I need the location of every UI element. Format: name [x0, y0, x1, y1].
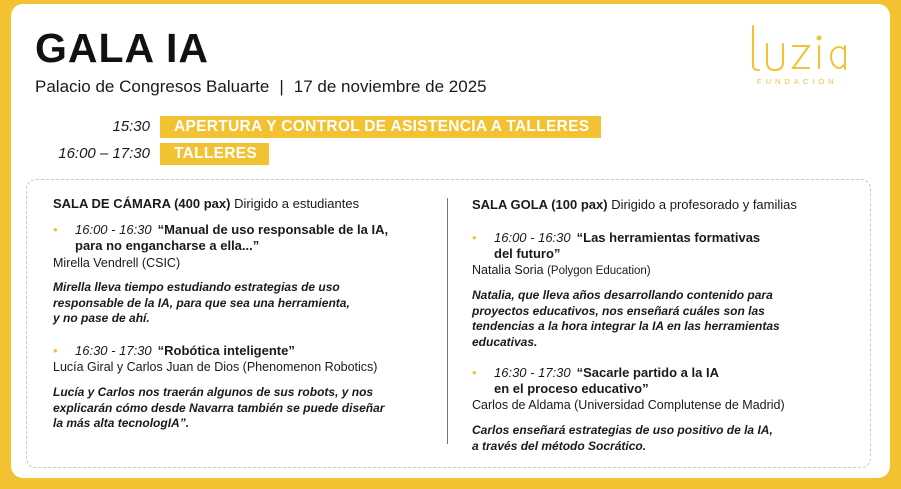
- speaker-name: Natalia Soria: [472, 263, 544, 277]
- talk-title: “Sacarle partido a la IA: [576, 365, 719, 380]
- bullet-icon: •: [472, 365, 477, 380]
- room-audience: Dirigido a profesorado y familias: [611, 197, 797, 212]
- talk-speaker: Carlos de Aldama (Universidad Complutense de Madrid): [472, 398, 785, 412]
- bullet-icon: •: [53, 222, 58, 237]
- talk-heading: [53, 222, 389, 237]
- bullet-icon: •: [472, 230, 477, 245]
- talk-title: “Robótica inteligente”: [157, 343, 295, 358]
- desc-line: proyectos educativos, nos enseñará cuáles son las: [472, 303, 765, 318]
- desc-line: Lucía y Carlos nos traerán algunos de sus robots, y nos: [53, 385, 374, 399]
- talk-title-continued: del futuro”: [494, 246, 561, 261]
- logo-subtitle: FUNDACIÓN: [757, 77, 838, 86]
- talk-time: 16:30 - 17:30: [494, 365, 571, 380]
- schedule-label: TALLERES: [160, 143, 269, 165]
- fundacion-luzia-logo: [745, 20, 865, 90]
- desc-line: y no pase de ahí.: [53, 311, 150, 325]
- event-subtitle: [35, 77, 487, 97]
- desc-line: educativas.: [472, 334, 538, 349]
- desc-line: Natalia, que lleva años desarrollando contenido para: [472, 288, 773, 302]
- talk-description: [472, 288, 780, 350]
- room-header-camara: [53, 196, 359, 211]
- room-audience: Dirigido a estudiantes: [234, 196, 360, 211]
- luzia-logo-mark: [745, 20, 865, 90]
- talk-title: “Manual de uso responsable de la IA,: [157, 222, 389, 237]
- talk-time: 16:00 - 16:30: [75, 222, 152, 237]
- desc-line: responsable de la IA, para que sea una herramienta,: [53, 295, 350, 310]
- venue: Palacio de Congresos Baluarte: [35, 77, 270, 96]
- column-divider: [447, 198, 448, 444]
- subtitle-separator: |: [279, 77, 284, 96]
- talk-speaker: Mirella Vendrell (CSIC): [53, 256, 181, 270]
- talk-heading: [472, 230, 761, 245]
- room-name: SALA GOLA (100 pax): [472, 197, 608, 212]
- talk-speaker: [472, 263, 651, 277]
- talk-title: “Las herramientas formativas: [576, 230, 761, 245]
- desc-line: tendencias a la hora integrar la IA en las herramientas: [472, 319, 780, 333]
- desc-line: la más alta tecnologIA”.: [53, 416, 190, 430]
- desc-line: Mirella lleva tiempo estudiando estrategias de uso: [53, 280, 340, 294]
- event-date: 17 de noviembre de 2025: [293, 77, 487, 96]
- room-header-gola: [472, 197, 797, 212]
- talk-description: [53, 280, 350, 327]
- talk-heading: [472, 365, 719, 380]
- talk-time: 16:00 - 16:30: [494, 230, 571, 245]
- bullet-icon: •: [53, 343, 58, 358]
- talk-title-continued: en el proceso educativo”: [494, 381, 649, 396]
- desc-line: a través del método Socrático.: [472, 438, 647, 453]
- schedule-time: 15:30: [112, 118, 150, 135]
- desc-line: Carlos enseñará estrategias de uso positivo de la IA,: [472, 423, 773, 437]
- schedule-label: APERTURA Y CONTROL DE ASISTENCIA A TALLERES: [160, 116, 601, 138]
- talk-time: 16:30 - 17:30: [75, 343, 152, 358]
- talk-title-continued: para no engancharse a ella...”: [75, 238, 260, 253]
- room-name: SALA DE CÁMARA (400 pax): [53, 196, 231, 211]
- event-title: GALA IA: [35, 25, 210, 71]
- schedule-time: 16:00 – 17:30: [58, 145, 150, 162]
- talk-speaker: Lucía Giral y Carlos Juan de Dios (Phenomenon Robotics): [53, 360, 378, 374]
- talk-heading: [53, 343, 295, 358]
- desc-line: explicarán cómo desde Navarra también se puede diseñar: [53, 400, 385, 415]
- speaker-org: (Polygon Education): [547, 265, 651, 277]
- talk-description: [53, 385, 384, 432]
- talk-description: [472, 423, 773, 454]
